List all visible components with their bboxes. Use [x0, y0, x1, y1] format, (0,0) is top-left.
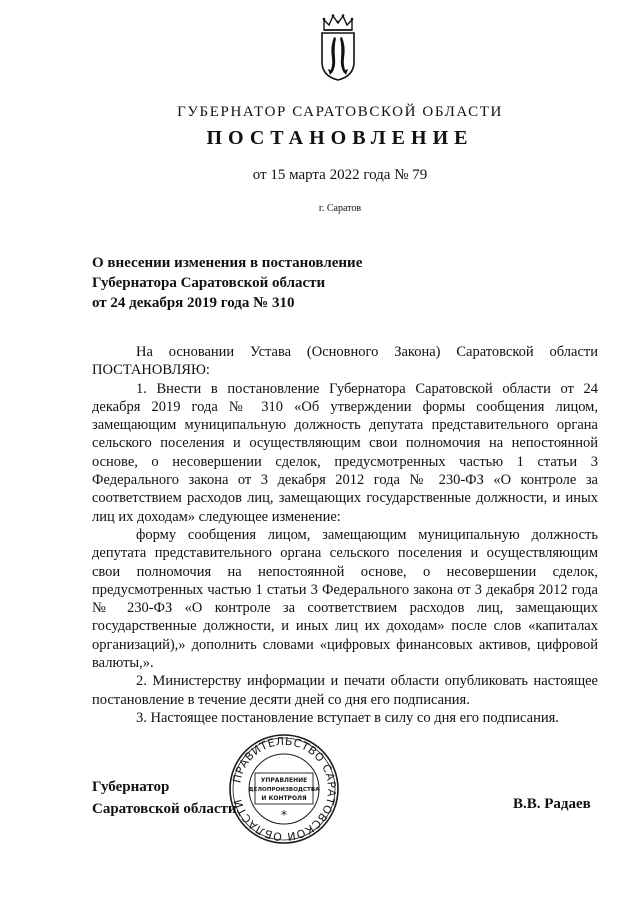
document-type: ПОСТАНОВЛЕНИЕ — [206, 127, 474, 149]
subject-line: от 24 декабря 2019 года № 310 — [92, 295, 295, 311]
stamp-star: * — [281, 808, 287, 822]
official-stamp-icon — [228, 733, 340, 845]
signatory-position-line: Губернатор — [92, 779, 170, 795]
document-body — [92, 343, 598, 727]
stamp-inner-line: УПРАВЛЕНИЕ — [260, 777, 308, 784]
saratov-coat-of-arms-icon — [318, 12, 358, 82]
stamp-inner-line: ДЕЛОПРОИЗВОДСТВА — [248, 787, 320, 793]
signatory-position — [92, 776, 237, 820]
stamp-ring-text: ПРАВИТЕЛЬСТВО САРАТОВСКОЙ ОБЛАСТИ — [230, 734, 339, 844]
body-paragraph: 2. Министерству информации и печати области опубликовать настоящее постановление в течение десяти дней со дня его подписания. — [92, 673, 598, 708]
subject-line: О внесении изменения в постановление — [92, 255, 363, 271]
issuer-title: ГУБЕРНАТОР САРАТОВСКОЙ ОБЛАСТИ — [177, 104, 503, 120]
signatory-position-line: Саратовской области — [92, 801, 237, 817]
body-paragraph: 1. Внести в постановление Губернатора Саратовской области от 24 декабря 2019 года № 310 «Об утверждении формы сообщения лицом, замещающим муниципальную должность депутата представительного органа сельского поселения и осуществляющим свои полномочия на непостоянной основе, о несовершении сделок, предусмотренных частью 1 статьи 3 Федерального закона от 3 декабря 2012 года № 230-ФЗ «О контроле за соответствием расходов лиц, замещающих государственные должности, и иных лиц их доходам» следующее изменение: — [92, 380, 598, 525]
body-paragraph: На основании Устава (Основного Закона) Саратовской области ПОСТАНОВЛЯЮ: — [92, 344, 598, 379]
document-date-number: от 15 марта 2022 года № 79 — [252, 167, 428, 183]
body-paragraph: форму сообщения лицом, замещающим муниципальную должность депутата представительного органа сельского поселения и осуществляющим свои полномочия на непостоянной основе, о несовершении сделок, предусмотренных частью 1 статьи 3 Федерального закона от 3 декабря 2012 года № 230-ФЗ «О контроле за соответствием расходов лиц, замещающих государственные должности, и иных лиц их доходам» после слов «капиталах организаций),» дополнить словами «цифровых финансовых активов, цифровой валюты,». — [92, 526, 598, 672]
subject-line: Губернатора Саратовской области — [92, 275, 326, 291]
document-subject — [92, 253, 422, 313]
signatory-name: В.В. Радаев — [513, 796, 591, 812]
document-city: г. Саратов — [318, 203, 362, 214]
stamp-inner-line: И КОНТРОЛЯ — [261, 795, 307, 802]
body-paragraph: 3. Настоящее постановление вступает в силу со дня его подписания. — [136, 709, 559, 726]
